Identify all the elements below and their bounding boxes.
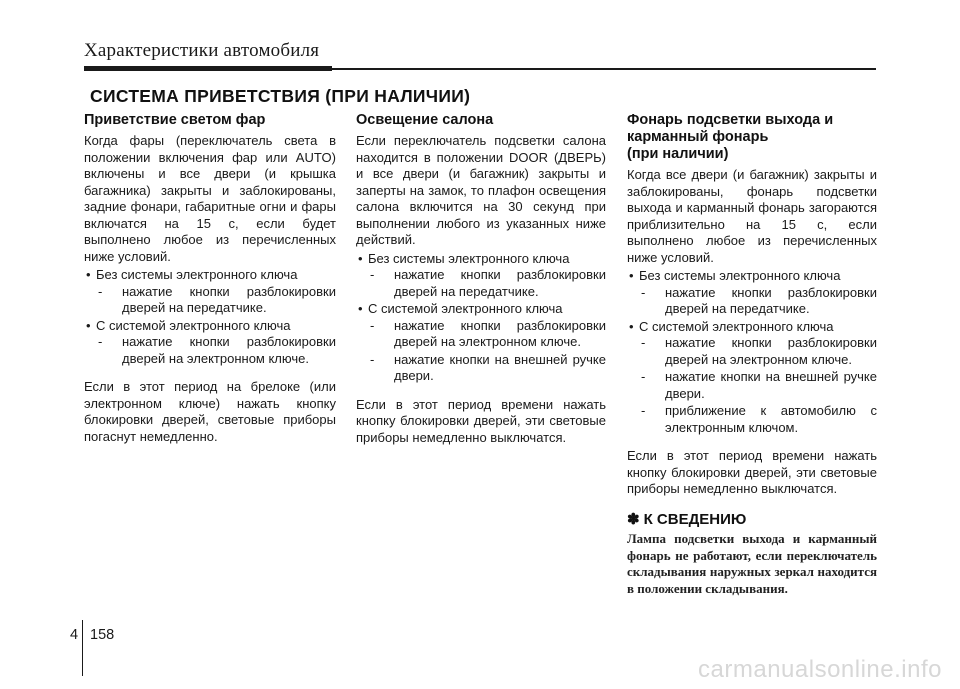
list-item xyxy=(627,268,877,318)
col3-heading-line3: (при наличии) xyxy=(627,146,729,162)
bullet-label: Без системы электронного ключа xyxy=(368,250,570,266)
note-title: К СВЕДЕНИЮ xyxy=(643,510,747,528)
list-item: - нажатие кнопки разблокировки дверей на передатчике. xyxy=(368,267,606,300)
bullet-label: С системой электронного ключа xyxy=(639,318,834,334)
list-item xyxy=(356,301,606,385)
col3-heading xyxy=(627,112,877,163)
header-rule-thick xyxy=(84,66,332,71)
dash-list xyxy=(96,334,336,367)
col3-bullet-list xyxy=(627,268,877,436)
bullet-label: С системой электронного ключа xyxy=(368,301,563,316)
page-number-divider xyxy=(82,620,83,676)
col2-bullet-list xyxy=(356,251,606,385)
bullet-label: Без системы электронного ключа xyxy=(96,267,298,282)
section-title: СИСТЕМА ПРИВЕТСТВИЯ (ПРИ НАЛИЧИИ) xyxy=(90,86,471,106)
list-item xyxy=(84,267,336,317)
note-heading xyxy=(627,512,877,529)
list-item xyxy=(84,318,336,368)
bullet-label: С системой электронного ключа xyxy=(96,317,291,333)
column-interior-light xyxy=(356,112,606,446)
list-item xyxy=(627,319,877,437)
dash-list xyxy=(368,318,606,385)
dash-list xyxy=(368,267,606,300)
list-item: - нажатие кнопки разблокировки дверей на передатчике. xyxy=(96,284,336,317)
col3-outro: Если в этот период времени нажать кнопку блокировки дверей, эти световые приборы немедленно выключатся. xyxy=(627,448,877,496)
dash-list xyxy=(639,335,877,436)
col3-heading-line1: Фонарь подсветки выхода и xyxy=(627,112,834,128)
chapter-title: Характеристики автомобиля xyxy=(84,40,320,61)
chapter-number: 4 xyxy=(70,627,79,643)
col2-outro: Если в этот период времени нажать кнопку блокировки дверей, эти световые приборы немедленно выключатся. xyxy=(356,396,606,445)
list-item: - приближение к автомобилю с электронным ключом. xyxy=(639,403,877,436)
col3-heading-line2: карманный фонарь xyxy=(627,129,769,145)
list-item: - нажатие кнопки разблокировки дверей на передатчике. xyxy=(639,285,877,318)
list-item: - нажатие кнопки разблокировки дверей на электронном ключе. xyxy=(96,334,336,367)
col2-intro: Если переключатель подсветки салона находится в положении DOOR (ДВЕРЬ) и все двери (и багажник) закрыты и заперты на замок, то плафон освещения салона включится на 30 секунд при выполнении любого из указанных ниже действий. xyxy=(356,133,606,247)
col1-bullet-list xyxy=(84,267,336,367)
col1-outro: Если в этот период на брелоке (или электронном ключе) нажать кнопку блокировки дверей, световые приборы погаснут немедленно. xyxy=(84,379,336,444)
column-welcome-headlights xyxy=(84,112,336,445)
asterisk-icon: ✽ xyxy=(627,510,640,528)
list-item: - нажатие кнопки на внешней ручке двери. xyxy=(368,352,606,385)
list-item: - нажатие кнопки разблокировки дверей на электронном ключе. xyxy=(639,335,877,368)
dash-list xyxy=(96,284,336,317)
bullet-label: Без системы электронного ключа xyxy=(639,268,841,283)
column-exit-puddle-light xyxy=(627,112,877,597)
col3-intro: Когда все двери (и багажник) закрыты и заблокированы, фонарь подсветки выхода и карманный фонарь загораются приблизительно на 15 с, если выполнено любое из перечисленных ниже условий. xyxy=(627,167,877,265)
list-item: - нажатие кнопки на внешней ручке двери. xyxy=(639,369,877,402)
list-item: - нажатие кнопки разблокировки дверей на электронном ключе. xyxy=(368,318,606,351)
header-rule-thin xyxy=(332,68,876,70)
col1-heading: Приветствие светом фар xyxy=(84,112,266,128)
col2-heading: Освещение салона xyxy=(356,112,494,128)
list-item xyxy=(356,251,606,301)
watermark: carmanualsonline.info xyxy=(698,656,942,683)
note-text: Лампа подсветки выхода и карманный фонарь не работают, если переключатель складывания наружных зеркал находится в положении складывания. xyxy=(627,531,877,596)
col1-intro: Когда фары (переключатель света в положении включения фар или AUTO) включены и все двери (и крышка багажника) закрыты и заблокированы, задние фонари, габаритные огни и фары включатся на 15 с, если будет выполнено любое из перечисленных ниже условий. xyxy=(84,133,336,264)
page-number: 158 xyxy=(90,627,115,643)
dash-list xyxy=(639,285,877,318)
